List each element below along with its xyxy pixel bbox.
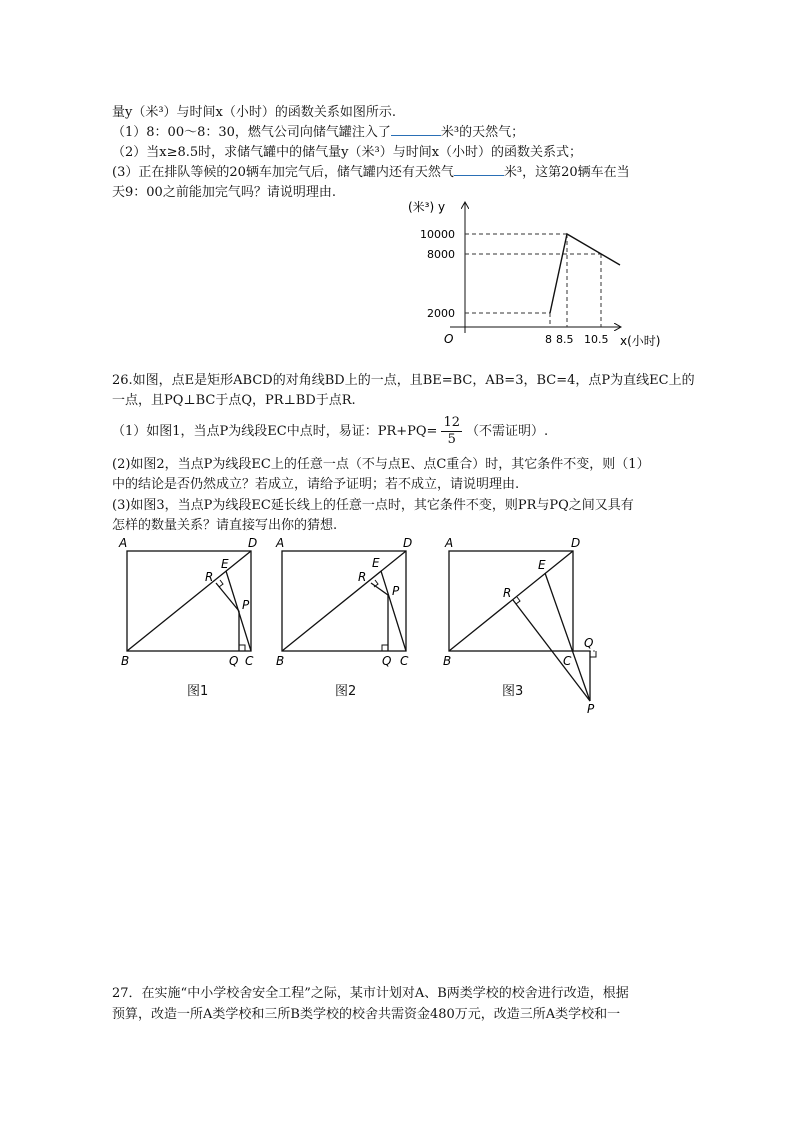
q25-part2: （2）当x≥8.5时，求储气罐中的储气量y（米³）与时间x（小时）的函数关系式； bbox=[112, 145, 583, 160]
x-tick-10-5: 10.5 bbox=[584, 333, 609, 346]
q25-function-graph bbox=[400, 195, 690, 355]
q25-part3a: (3）正在排队等候的20辆车加完气后，储气罐内还有天然气 米³，这第20辆车在当 bbox=[112, 165, 630, 180]
figure-3-caption: 图3 bbox=[502, 684, 524, 699]
figure-1-caption: 图1 bbox=[187, 684, 209, 699]
svg-text:R: R bbox=[503, 586, 512, 600]
figure-2 bbox=[270, 535, 420, 680]
svg-text:C: C bbox=[245, 654, 254, 668]
svg-text:D: D bbox=[571, 536, 581, 550]
q25-part1: （1）8：00～8：30，燃气公司向储气罐注入了 米³的天然气； bbox=[112, 125, 525, 140]
x-tick-8-5: 8.5 bbox=[556, 333, 574, 346]
figure-2-caption: 图2 bbox=[335, 684, 357, 699]
y-tick-8000: 8000 bbox=[427, 248, 455, 261]
svg-text:P: P bbox=[587, 702, 595, 715]
y-tick-10000: 10000 bbox=[420, 228, 455, 241]
x-unit-label: x(小时) bbox=[620, 334, 661, 348]
q26-stem-2: 一点，且PQ⊥BC于点Q，PR⊥BD于点R. bbox=[112, 393, 356, 408]
svg-text:P: P bbox=[392, 584, 400, 598]
svg-text:C: C bbox=[400, 654, 409, 668]
q26-stem-1: 26.如图，点E是矩形ABCD的对角线BD上的一点，且BE=BC，AB=3，BC=4，点P为直线EC上的 bbox=[112, 373, 695, 388]
svg-text:E: E bbox=[221, 557, 229, 571]
function-line bbox=[550, 234, 620, 313]
svg-text:P: P bbox=[242, 598, 250, 612]
q26-part2a: (2)如图2，当点P为线段EC上的任意一点（不与点E、点C重合）时，其它条件不变，则（1） bbox=[112, 457, 650, 472]
q25-blank2[interactable] bbox=[454, 175, 504, 176]
svg-text:D: D bbox=[248, 536, 258, 550]
figure-1 bbox=[115, 535, 265, 680]
svg-text:R: R bbox=[205, 570, 214, 584]
svg-text:A: A bbox=[276, 536, 285, 550]
q26-part2b: 中的结论是否仍然成立？若成立，请给予证明；若不成立，请说明理由. bbox=[112, 477, 520, 492]
x-tick-8: 8 bbox=[545, 333, 552, 346]
svg-text:A: A bbox=[119, 536, 128, 550]
svg-text:R: R bbox=[358, 570, 367, 584]
origin-label: O bbox=[444, 332, 454, 346]
svg-text:B: B bbox=[443, 654, 452, 668]
svg-text:E: E bbox=[372, 556, 380, 570]
fraction-12-5: $\frac{12}{5}$ bbox=[443, 415, 460, 447]
svg-text:B: B bbox=[276, 654, 285, 668]
svg-text:C: C bbox=[563, 654, 572, 668]
y-unit-label: (米³) y bbox=[408, 200, 446, 214]
q26-part1: （1）如图1，当点P为线段EC中点时，易证：PR+PQ= $\frac{12}{5}$ （不需证明）. bbox=[112, 415, 549, 447]
svg-text:B: B bbox=[121, 654, 130, 668]
svg-text:Q: Q bbox=[229, 654, 239, 668]
q25-blank1[interactable] bbox=[391, 135, 441, 136]
svg-text:Q: Q bbox=[382, 654, 392, 668]
q26-part3b: 怎样的数量关系？请直接写出你的猜想. bbox=[112, 518, 338, 533]
q27-line-2: 预算，改造一所A类学校和三所B类学校的校舍共需资金480万元，改造三所A类学校和一 bbox=[112, 1007, 621, 1022]
q26-part3a: (3)如图3，当点P为线段EC延长线上的任意一点时，其它条件不变，则PR与PQ之间又具有 bbox=[112, 498, 634, 513]
q25-part3b: 天9：00之前能加完气吗？请说明理由. bbox=[112, 185, 336, 200]
svg-text:A: A bbox=[445, 536, 454, 550]
svg-text:E: E bbox=[538, 558, 546, 572]
svg-text:Q: Q bbox=[584, 636, 594, 650]
q25-intro: 量y（米³）与时间x（小时）的函数关系如图所示. bbox=[112, 105, 397, 120]
svg-text:D: D bbox=[403, 536, 413, 550]
q27-line-1: 27．在实施“中小学校舍安全工程”之际，某市计划对A、B两类学校的校舍进行改造，根据 bbox=[112, 986, 629, 1001]
y-tick-2000: 2000 bbox=[427, 307, 455, 320]
